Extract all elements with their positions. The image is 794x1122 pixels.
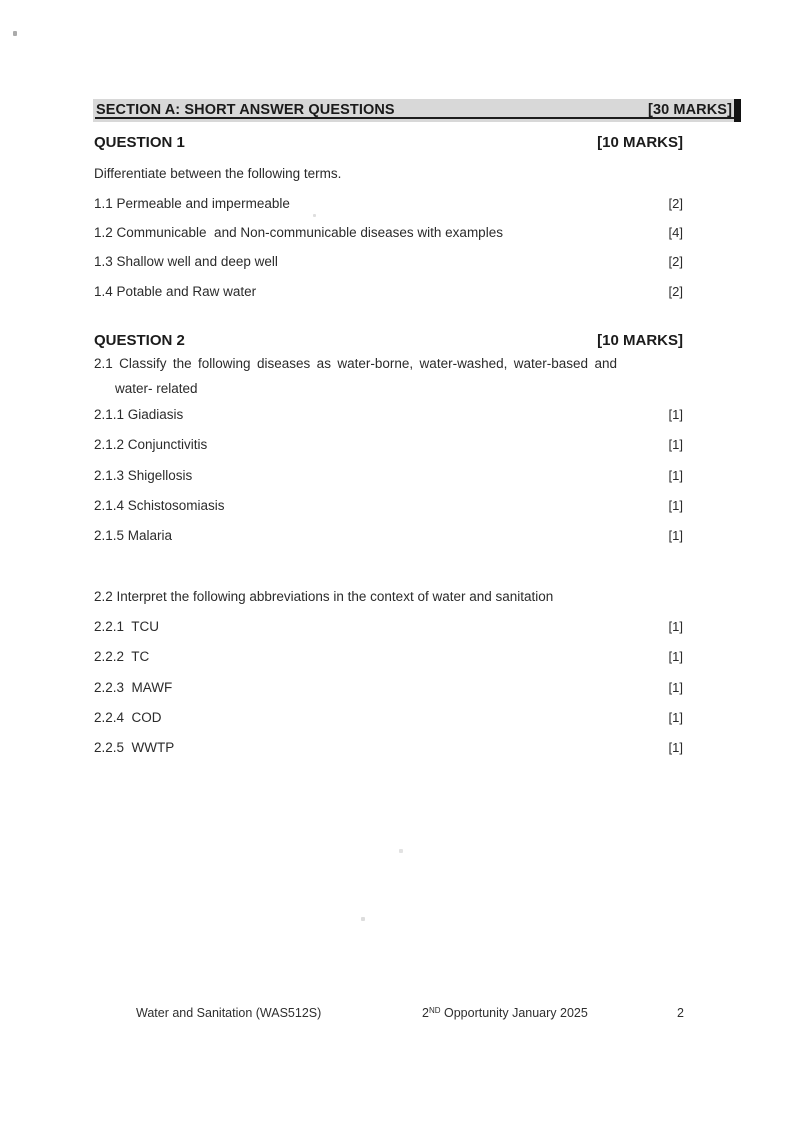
item-text: 2.1.2 Conjunctivitis xyxy=(94,437,208,452)
question-item-row xyxy=(94,740,683,755)
item-marks: [2] xyxy=(668,196,683,211)
question1-intro: Differentiate between the following terms. xyxy=(94,166,342,181)
question2-marks: [10 MARKS] xyxy=(597,332,683,349)
question2-intro-2-2: 2.2 Interpret the following abbreviations in the context of water and sanitation xyxy=(94,589,554,604)
item-marks: [1] xyxy=(668,468,683,483)
item-marks: [4] xyxy=(668,225,683,240)
question2-intro-line1: 2.1 Classify the following diseases as water-borne, water-washed, water-based and xyxy=(94,356,617,371)
item-marks: [1] xyxy=(668,710,683,725)
question1-intro-row xyxy=(94,166,683,181)
footer-opportunity-number: 2 xyxy=(422,1006,429,1020)
item-text: 2.1.4 Schistosomiasis xyxy=(94,498,225,513)
item-marks: [1] xyxy=(668,649,683,664)
item-marks: [1] xyxy=(668,528,683,543)
question-item-row xyxy=(94,225,683,240)
question2-heading-row xyxy=(94,332,683,349)
question-item-row xyxy=(94,498,683,513)
footer-opportunity-label xyxy=(422,1006,588,1020)
item-text: 2.2.5 WWTP xyxy=(94,740,175,755)
item-text: 2.1.3 Shigellosis xyxy=(94,468,193,483)
footer-course-title: Water and Sanitation (WAS512S) xyxy=(136,1006,322,1020)
question-item-row xyxy=(94,284,683,299)
scan-speck xyxy=(361,917,365,921)
footer-opportunity-ordinal: ND xyxy=(428,1006,441,1015)
question-item-row xyxy=(94,437,683,452)
scan-speck xyxy=(313,214,316,217)
item-text: 2.2.2 TC xyxy=(94,649,150,664)
item-text: 1.4 Potable and Raw water xyxy=(94,284,257,299)
item-text: 2.2.3 MAWF xyxy=(94,680,173,695)
item-marks: [1] xyxy=(668,498,683,513)
footer-opportunity-rest: Opportunity January 2025 xyxy=(440,1006,588,1020)
question-item-row xyxy=(94,680,683,695)
question1-heading: QUESTION 1 xyxy=(94,134,185,151)
section-header-bar xyxy=(93,99,741,122)
question-item-row xyxy=(94,649,683,664)
question-item-row xyxy=(94,407,683,422)
item-marks: [1] xyxy=(668,680,683,695)
section-title: SECTION A: SHORT ANSWER QUESTIONS xyxy=(96,102,395,118)
item-marks: [1] xyxy=(668,740,683,755)
question2-intro-line2: water- related xyxy=(115,381,198,396)
question2-intro-2-2-row xyxy=(94,589,683,604)
item-text: 2.1.1 Giadiasis xyxy=(94,407,184,422)
scan-speck xyxy=(399,849,403,853)
item-text: 2.2.4 COD xyxy=(94,710,162,725)
question-item-row xyxy=(94,710,683,725)
question1-marks: [10 MARKS] xyxy=(597,134,683,151)
item-text: 2.1.5 Malaria xyxy=(94,528,173,543)
question2-heading: QUESTION 2 xyxy=(94,332,185,349)
question-item-row xyxy=(94,619,683,634)
item-marks: [2] xyxy=(668,284,683,299)
item-text: 1.3 Shallow well and deep well xyxy=(94,254,278,269)
item-text: 2.2.1 TCU xyxy=(94,619,160,634)
item-marks: [1] xyxy=(668,619,683,634)
item-marks: [2] xyxy=(668,254,683,269)
question1-heading-row xyxy=(94,134,683,151)
item-marks: [1] xyxy=(668,407,683,422)
question-item-row xyxy=(94,254,683,269)
item-marks: [1] xyxy=(668,437,683,452)
footer-page-number: 2 xyxy=(677,1006,684,1020)
scan-speck xyxy=(13,31,17,36)
item-text: 1.1 Permeable and impermeable xyxy=(94,196,290,211)
question-item-row xyxy=(94,528,683,543)
question-item-row xyxy=(94,196,683,211)
question-item-row xyxy=(94,468,683,483)
section-marks: [30 MARKS] xyxy=(648,102,732,118)
item-text: 1.2 Communicable and Non-communicable diseases with examples xyxy=(94,225,503,240)
